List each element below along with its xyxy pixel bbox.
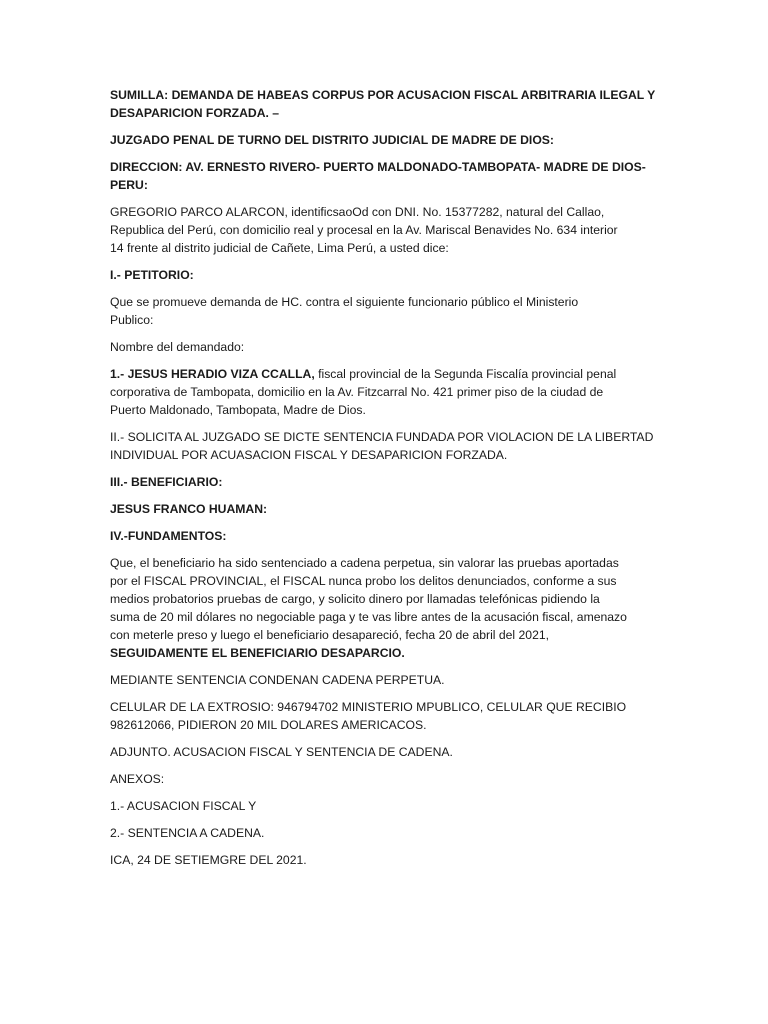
- demandante-line: GREGORIO PARCO ALARCON, identificsaoOd con DNI. No. 15377282, natural del Callao,: [110, 205, 605, 219]
- sumilla: [110, 86, 656, 122]
- petitorio-line: Que se promueve demanda de HC. contra el siguiente funcionario público el Ministerio: [110, 295, 579, 309]
- beneficiario-name: JESUS FRANCO HUAMAN:: [110, 502, 268, 516]
- adjunto-paragraph: ADJUNTO. ACUSACION FISCAL Y SENTENCIA DE CADENA.: [110, 745, 453, 759]
- solicita-line: II.- SOLICITA AL JUZGADO SE DICTE SENTENCIA FUNDADA POR VIOLACION DE LA LIBERTAD: [110, 430, 654, 444]
- juzgado-heading: JUZGADO PENAL DE TURNO DEL DISTRITO JUDICIAL DE MADRE DE DIOS:: [110, 133, 554, 147]
- petitorio-heading: I.- PETITORIO:: [110, 268, 194, 282]
- demandante-line: 14 frente al distrito judicial de Cañete, Lima Perú, a usted dice:: [110, 241, 449, 255]
- fundamentos-paragraph: [110, 554, 648, 662]
- celular-line: CELULAR DE LA EXTROSIO: 946794702 MINISTERIO MPUBLICO, CELULAR QUE RECIBIO: [110, 700, 627, 714]
- demandante-line: Republica del Perú, con domicilio real y procesal en la Av. Mariscal Benavides No. 634 interior: [110, 223, 618, 237]
- celular-paragraph: [110, 698, 648, 734]
- fundamentos-bold-line: SEGUIDAMENTE EL BENEFICIARIO DESAPARCIO.: [110, 646, 405, 660]
- demandado-line: [110, 365, 648, 383]
- petitorio-line: Publico:: [110, 313, 154, 327]
- nombre-demandado-label: Nombre del demandado:: [110, 340, 245, 354]
- petitorio-text: [110, 293, 648, 329]
- celular-line: 982612066, PIDIERON 20 MIL DOLARES AMERICACOS.: [110, 718, 427, 732]
- direccion-line: DIRECCION: AV. ERNESTO RIVERO- PUERTO MALDONADO-TAMBOPATA- MADRE DE DIOS-: [110, 160, 646, 174]
- demandado-line: Puerto Maldonado, Tambopata, Madre de Dios.: [110, 403, 366, 417]
- sumilla-line: DESAPARICION FORZADA. –: [110, 106, 280, 120]
- solicita-paragraph: [110, 428, 654, 464]
- demandado-name: 1.- JESUS HERADIO VIZA CCALLA,: [110, 367, 315, 381]
- solicita-line: INDIVIDUAL POR ACUASACION FISCAL Y DESAPARICION FORZADA.: [110, 448, 508, 462]
- direccion: [110, 158, 648, 194]
- demandado-line: corporativa de Tambopata, domicilio en la Av. Fitzcarral No. 421 primer piso de la ciudad de: [110, 385, 604, 399]
- sumilla-line: SUMILLA: DEMANDA DE HABEAS CORPUS POR ACUSACION FISCAL ARBITRARIA ILEGAL Y: [110, 88, 656, 102]
- beneficiario-heading: III.- BENEFICIARIO:: [110, 475, 223, 489]
- fundamentos-line: suma de 20 mil dólares no negociable paga y te vas libre antes de la acusación fiscal, amenazo: [110, 610, 627, 624]
- direccion-line: PERU:: [110, 178, 148, 192]
- fundamentos-line: por el FISCAL PROVINCIAL, el FISCAL nunca probo los delitos denunciados, conforme a sus: [110, 574, 617, 588]
- document-page: [110, 86, 656, 878]
- demandado-text: fiscal provincial de la Segunda Fiscalía provincial penal: [314, 367, 617, 381]
- anexo-item-2: 2.- SENTENCIA A CADENA.: [110, 826, 265, 840]
- demandante-paragraph: [110, 203, 648, 257]
- fundamentos-line: con meterle preso y luego el beneficiario desapareció, fecha 20 de abril del 2021,: [110, 628, 550, 642]
- demandado-paragraph: [110, 365, 648, 419]
- fundamentos-line: medios probatorios pruebas de cargo, y solicito dinero por llamadas telefónicas pidiendo la: [110, 592, 600, 606]
- anexo-item-1: 1.- ACUSACION FISCAL Y: [110, 799, 257, 813]
- fundamentos-line: Que, el beneficiario ha sido sentenciado a cadena perpetua, sin valorar las pruebas aportadas: [110, 556, 619, 570]
- anexos-heading: ANEXOS:: [110, 772, 165, 786]
- fundamentos-heading: IV.-FUNDAMENTOS:: [110, 529, 227, 543]
- fecha-line: ICA, 24 DE SETIEMGRE DEL 2021.: [110, 853, 307, 867]
- mediante-paragraph: MEDIANTE SENTENCIA CONDENAN CADENA PERPETUA.: [110, 673, 445, 687]
